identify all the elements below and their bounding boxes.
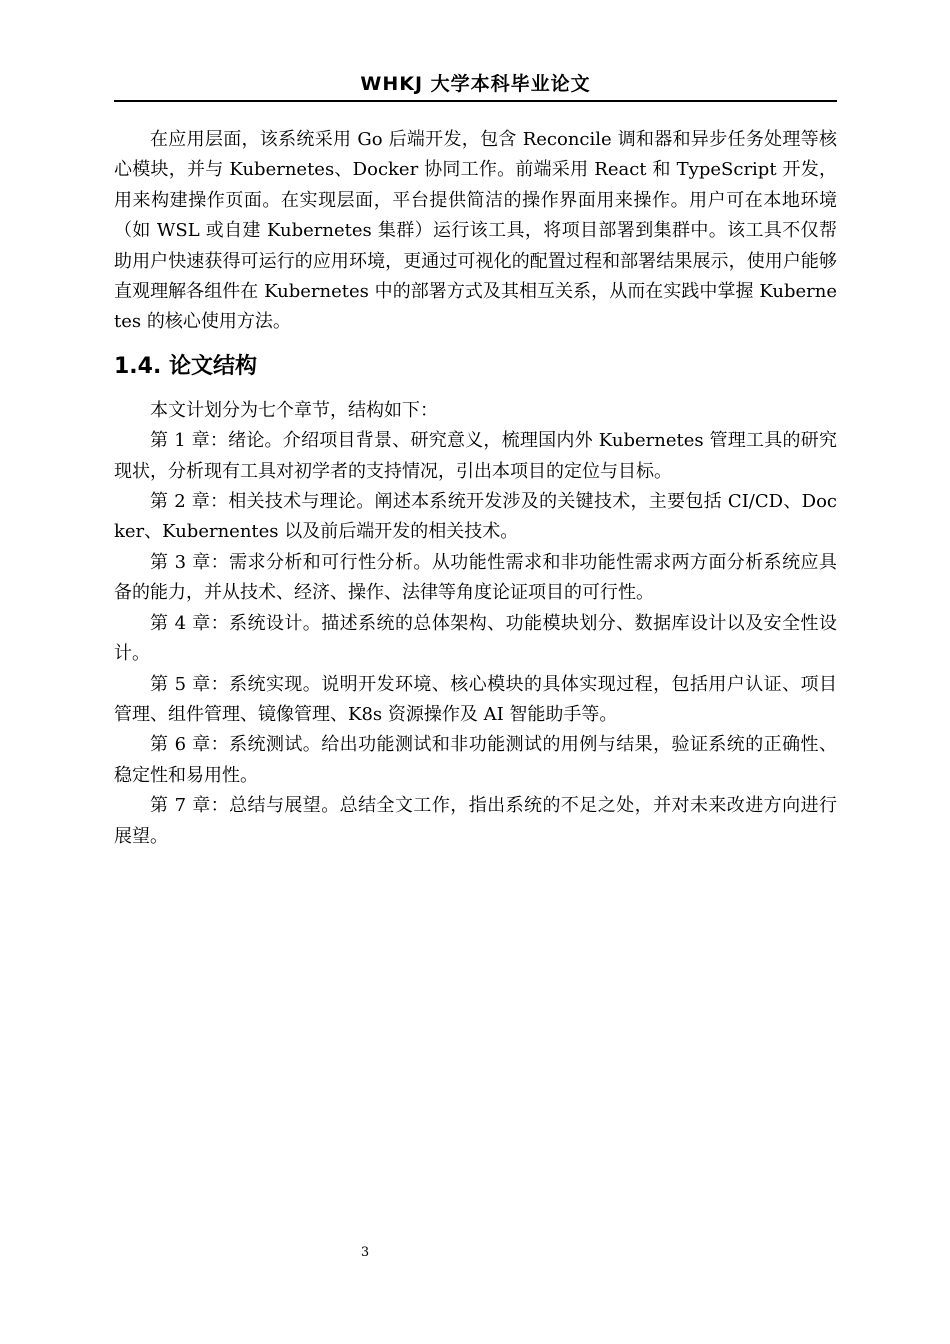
intro-paragraph: 在应用层面，该系统采用 Go 后端开发，包含 Reconcile 调和器和异步任务处理等核心模块，并与 Kubernetes、Docker 协同工作。前端采用 React 和 TypeScript 开发，用来构建操作页面。在实现层面，平台提供简洁的操作界面用来操作。用户可在本地环境（如 WSL 或自建 Kubernetes 集群）运行该工具，将项目部署到集群中。该工具不仅帮助用户快速获得可运行的应用环境，更通过可视化的配置过程和部署结果展示，使用户能够直观理解各组件在 Kubernetes 中的部署方式及其相互关系，从而在实践中掌握 Kubernetes 的核心使用方法。 [114,129,837,333]
chapter-4-paragraph: 第 4 章：系统设计。描述系统的总体架构、功能模块划分、数据库设计以及安全性设计。 [114,612,837,665]
section-heading: 1.4. 论文结构 [114,353,257,379]
chapter-5-paragraph: 第 5 章：系统实现。说明开发环境、核心模块的具体实现过程，包括用户认证、项目管理、组件管理、镜像管理、K8s 资源操作及 AI 智能助手等。 [114,673,837,725]
page-header [114,70,837,102]
chapter-7-paragraph: 第 7 章：总结与展望。总结全文工作，指出系统的不足之处，并对未来改进方向进行展望。 [114,795,837,847]
chapter-2-paragraph: 第 2 章：相关技术与理论。阐述本系统开发涉及的关键技术，主要包括 CI/CD、Docker、Kubernentes 以及前后端开发的相关技术。 [114,491,837,543]
header-title: WHKJ 大学本科毕业论文 [360,73,591,95]
document-body [114,125,837,852]
page-number: 3 [360,1245,370,1260]
chapter-1-paragraph: 第 1 章：绪论。介绍项目背景、研究意义，梳理国内外 Kubernetes 管理工具的研究现状，分析现有工具对初学者的支持情况，引出本项目的定位与目标。 [114,430,837,482]
section-lead-paragraph: 本文计划分为七个章节，结构如下： [150,399,438,421]
chapter-3-paragraph: 第 3 章：需求分析和可行性分析。从功能性需求和非功能性需求两方面分析系统应具备的能力，并从技术、经济、操作、法律等角度论证项目的可行性。 [114,551,837,604]
chapter-6-paragraph: 第 6 章：系统测试。给出功能测试和非功能测试的用例与结果，验证系统的正确性、稳定性和易用性。 [114,734,837,786]
